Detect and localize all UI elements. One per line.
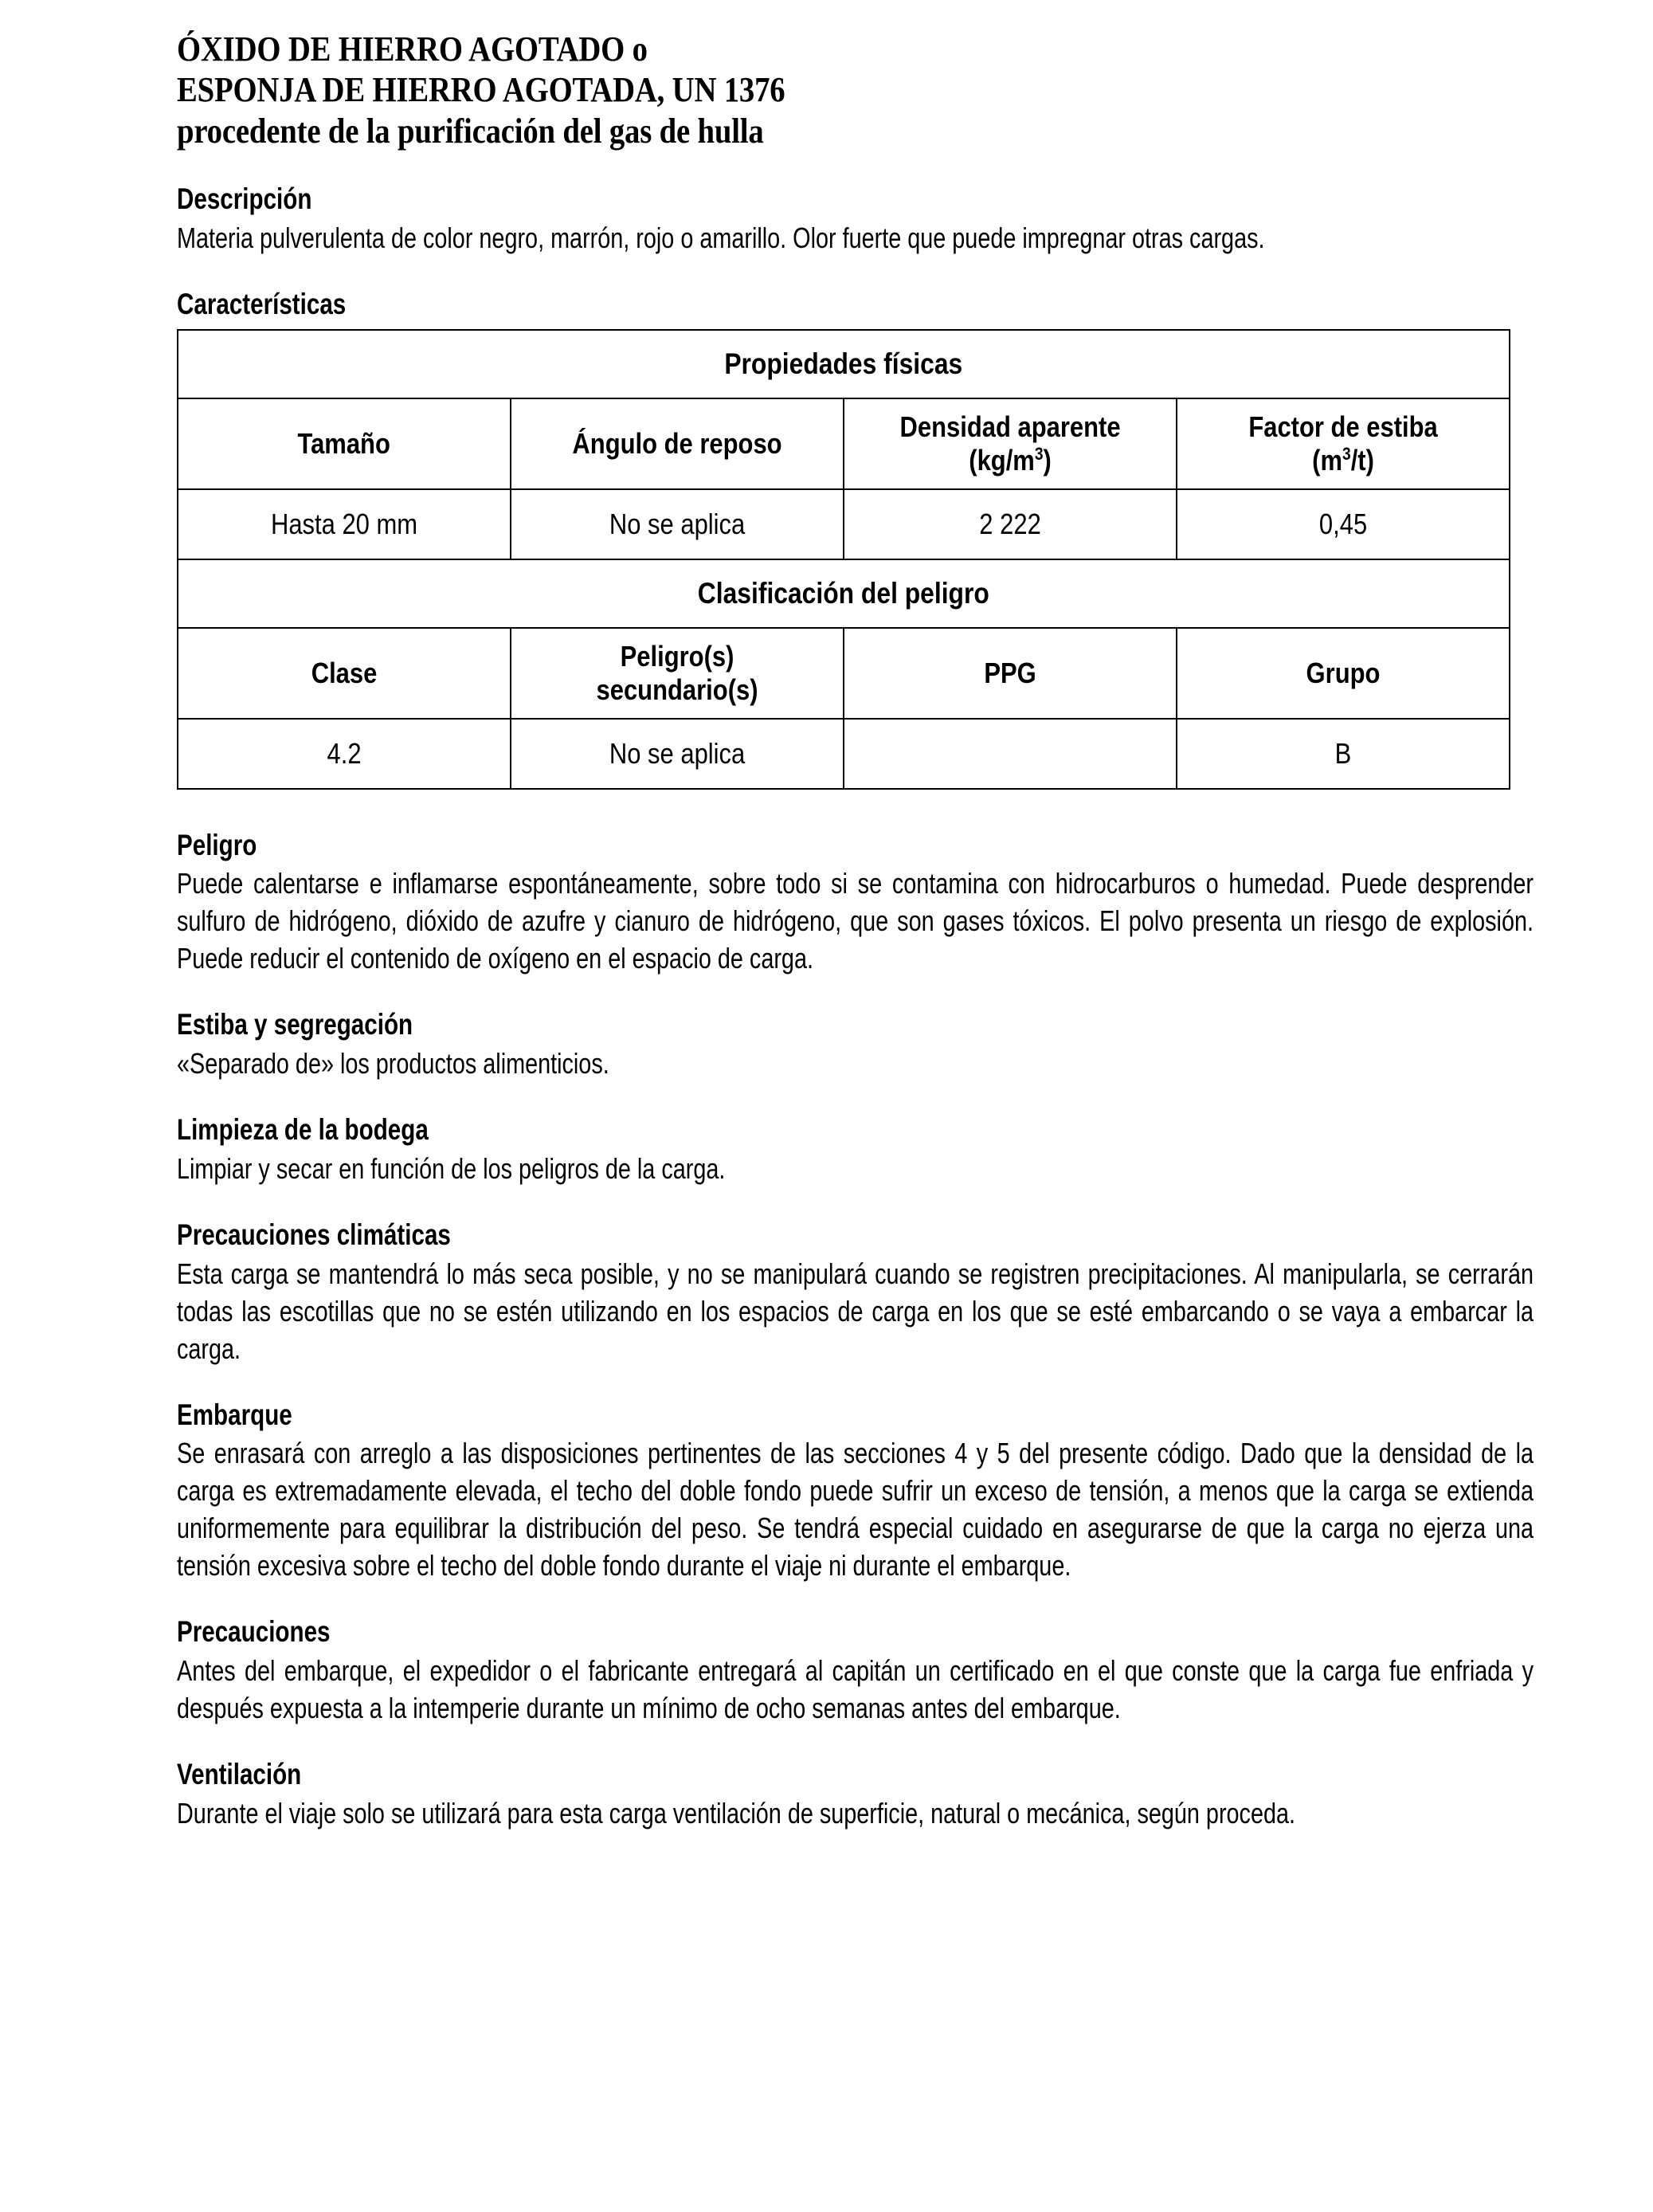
table-header-bulk-density [844, 398, 1177, 489]
table-value-ppg [844, 719, 1177, 789]
table-value-angle-of-repose: No se aplica [511, 489, 844, 559]
table-header-class: Clase [178, 628, 511, 719]
section-body-precauciones-climaticas: Esta carga se mantendrá lo más seca posible, y no se manipulará cuando se registren precipitaciones. Al manipularla, se cerrarán todas las escotillas que no se estén utilizando en los espacios de carga en los que se esté embarcando o se vaya a embarcar la carga. [177, 1257, 1534, 1365]
section-heading-descripcion: Descripción [177, 182, 312, 216]
section-heading-estiba-y-segregacion: Estiba y segregación [177, 1008, 413, 1041]
bulk-density-unit-exponent: 3 [1034, 443, 1044, 464]
section-heading-precauciones: Precauciones [177, 1615, 331, 1649]
table-header-subsidiary-hazards [511, 628, 844, 719]
section-embarque [177, 1399, 1534, 1585]
table-row-band-hazard [178, 559, 1510, 628]
table-value-stowage-factor: 0,45 [1177, 489, 1510, 559]
stowage-factor-unit-exponent: 3 [1342, 443, 1351, 464]
page-title [177, 29, 1526, 151]
table-header-ppg: PPG [844, 628, 1177, 719]
table-value-bulk-density: 2 222 [844, 489, 1177, 559]
table-header-group: Grupo [1177, 628, 1510, 719]
table-row-hazard-headers [178, 628, 1510, 719]
section-body-peligro: Puede calentarse e inflamarse espontáneamente, sobre todo si se contamina con hidrocarburos o humedad. Puede desprender sulfuro de hidrógeno, dióxido de azufre y cianuro de hidrógeno, que son gases tóxicos. El polvo presenta un riesgo de explosión. Puede reducir el contenido de oxígeno en el espacio de carga. [177, 867, 1534, 975]
subsidiary-hazards-line-1: Peligro(s) [620, 639, 734, 673]
section-precauciones-climaticas [177, 1219, 1534, 1367]
spacer [177, 1187, 1534, 1219]
characteristics-table [177, 329, 1510, 790]
section-estiba-y-segregacion [177, 1009, 1534, 1082]
section-body-estiba-y-segregacion: «Separado de» los productos alimenticios. [177, 1047, 609, 1081]
section-heading-precauciones-climaticas: Precauciones climáticas [177, 1218, 451, 1251]
section-body-descripcion: Materia pulverulenta de color negro, marrón, rojo o amarillo. Olor fuerte que puede impregnar otras cargas. [177, 222, 1265, 255]
spacer [177, 1727, 1534, 1759]
stowage-factor-unit-suffix: /t) [1350, 443, 1374, 477]
spacer [177, 257, 1534, 288]
page-title-line-1: ÓXIDO DE HIERRO AGOTADO o [177, 29, 648, 69]
stowage-factor-unit-prefix: (m [1312, 443, 1342, 477]
section-heading-peligro: Peligro [177, 828, 257, 861]
section-descripcion [177, 183, 1534, 257]
table-value-subsidiary-hazards: No se aplica [511, 719, 844, 789]
table-row-hazard-values [178, 719, 1510, 789]
table-value-size: Hasta 20 mm [178, 489, 511, 559]
page-title-line-2: ESPONJA DE HIERRO AGOTADA, UN 1376 [177, 70, 785, 110]
bulk-density-line-1: Densidad aparente [899, 410, 1121, 443]
table-band-physical-properties: Propiedades físicas [178, 330, 1510, 398]
page-title-line-3: procedente de la purificación del gas de hulla [177, 111, 764, 151]
spacer [177, 1367, 1534, 1399]
section-heading-embarque: Embarque [177, 1398, 292, 1431]
section-peligro [177, 830, 1534, 978]
table-band-hazard-classification: Clasificación del peligro [178, 559, 1510, 628]
section-body-ventilacion: Durante el viaje solo se utilizará para esta carga ventilación de superficie, natural o mecánica, según proceda. [177, 1796, 1295, 1830]
section-limpieza-de-la-bodega [177, 1114, 1534, 1187]
table-row-physical-values [178, 489, 1510, 559]
stowage-factor-line-1: Factor de estiba [1248, 410, 1438, 443]
spacer [177, 1584, 1534, 1616]
spacer [177, 1082, 1534, 1114]
section-precauciones [177, 1616, 1534, 1727]
spacer [177, 790, 1534, 830]
bulk-density-unit-prefix: (kg/m [969, 443, 1035, 477]
section-body-precauciones: Antes del embarque, el expedidor o el fabricante entregará al capitán un certificado en el que conste que la carga fue enfriada y después expuesta a la intemperie durante un mínimo de ocho semanas antes del embarque. [177, 1653, 1534, 1724]
section-ventilacion [177, 1759, 1534, 1832]
spacer [177, 163, 1534, 183]
spacer [177, 977, 1534, 1009]
section-body-embarque: Se enrasará con arreglo a las disposiciones pertinentes de las secciones 4 y 5 del presente código. Dado que la densidad de la carga es extremadamente elevada, el techo del doble fondo puede sufrir un exceso de tensión, a menos que la carga se extienda uniformemente para equilibrar la distribución del peso. Se tendrá especial cuidado en asegurarse de que la carga no ejerza una tensión excesiva sobre el techo del doble fondo durante el viaje ni durante el embarque. [177, 1437, 1534, 1583]
bulk-density-unit-suffix: ) [1043, 443, 1052, 477]
table-header-stowage-factor [1177, 398, 1510, 489]
table-value-class: 4.2 [178, 719, 511, 789]
section-heading-caracteristicas: Características [177, 288, 347, 321]
table-row-band-physical [178, 330, 1510, 398]
section-heading-limpieza-de-la-bodega: Limpieza de la bodega [177, 1113, 429, 1147]
table-row-physical-headers [178, 398, 1510, 489]
section-body-limpieza-de-la-bodega: Limpiar y secar en función de los peligros de la carga. [177, 1151, 726, 1185]
section-heading-ventilacion: Ventilación [177, 1757, 302, 1790]
table-header-angle-of-repose: Ángulo de reposo [511, 398, 844, 489]
table-value-group: B [1177, 719, 1510, 789]
table-header-size: Tamaño [178, 398, 511, 489]
section-caracteristicas [177, 288, 1534, 790]
subsidiary-hazards-line-2: secundario(s) [596, 673, 758, 706]
